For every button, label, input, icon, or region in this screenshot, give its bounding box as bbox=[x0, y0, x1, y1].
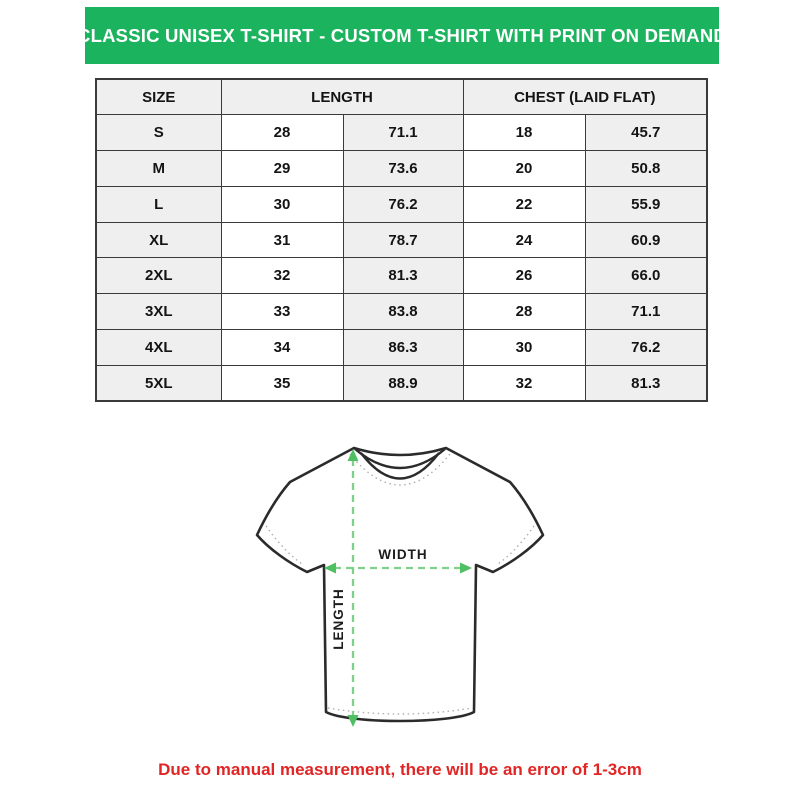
size-cell: L bbox=[96, 186, 221, 222]
chest-in-cell: 24 bbox=[463, 222, 585, 258]
length-in-cell: 33 bbox=[221, 294, 343, 330]
length-cm-cell: 78.7 bbox=[343, 222, 463, 258]
length-cm-cell: 76.2 bbox=[343, 186, 463, 222]
size-cell: 4XL bbox=[96, 330, 221, 366]
chest-in-cell: 28 bbox=[463, 294, 585, 330]
title-banner bbox=[77, 7, 727, 64]
length-in-cell: 28 bbox=[221, 115, 343, 151]
width-label: WIDTH bbox=[378, 547, 428, 562]
length-cm-cell: 86.3 bbox=[343, 330, 463, 366]
size-cell: 2XL bbox=[96, 258, 221, 294]
length-in-cell: 30 bbox=[221, 186, 343, 222]
table-row bbox=[96, 330, 707, 366]
length-cm-cell: 71.1 bbox=[343, 115, 463, 151]
length-cm-cell: 88.9 bbox=[343, 365, 463, 401]
length-arrow-head-bottom bbox=[348, 715, 359, 727]
length-cm-cell: 73.6 bbox=[343, 151, 463, 187]
length-in-cell: 34 bbox=[221, 330, 343, 366]
length-cm-cell: 83.8 bbox=[343, 294, 463, 330]
table-row bbox=[96, 365, 707, 401]
chest-cm-cell: 71.1 bbox=[585, 294, 707, 330]
length-cm-cell: 81.3 bbox=[343, 258, 463, 294]
column-header-chest: CHEST (LAID FLAT) bbox=[463, 79, 707, 115]
chest-cm-cell: 76.2 bbox=[585, 330, 707, 366]
table-row bbox=[96, 186, 707, 222]
size-cell: 3XL bbox=[96, 294, 221, 330]
chest-in-cell: 32 bbox=[463, 365, 585, 401]
length-label: LENGTH bbox=[331, 588, 346, 650]
size-cell: S bbox=[96, 115, 221, 151]
table-row bbox=[96, 115, 707, 151]
size-cell: 5XL bbox=[96, 365, 221, 401]
table-row bbox=[96, 294, 707, 330]
chest-in-cell: 22 bbox=[463, 186, 585, 222]
chest-in-cell: 20 bbox=[463, 151, 585, 187]
size-cell: XL bbox=[96, 222, 221, 258]
chest-in-cell: 18 bbox=[463, 115, 585, 151]
page-title: CLASSIC UNISEX T-SHIRT - CUSTOM T-SHIRT WITH PRINT ON DEMAND bbox=[77, 24, 727, 46]
length-in-cell: 32 bbox=[221, 258, 343, 294]
chest-cm-cell: 66.0 bbox=[585, 258, 707, 294]
size-chart-table bbox=[95, 78, 708, 402]
table-row bbox=[96, 222, 707, 258]
length-in-cell: 31 bbox=[221, 222, 343, 258]
column-header-length: LENGTH bbox=[221, 79, 463, 115]
chest-cm-cell: 45.7 bbox=[585, 115, 707, 151]
length-in-cell: 29 bbox=[221, 151, 343, 187]
chest-in-cell: 26 bbox=[463, 258, 585, 294]
chest-in-cell: 30 bbox=[463, 330, 585, 366]
chest-cm-cell: 60.9 bbox=[585, 222, 707, 258]
length-in-cell: 35 bbox=[221, 365, 343, 401]
chest-cm-cell: 55.9 bbox=[585, 186, 707, 222]
table-row bbox=[96, 151, 707, 187]
tshirt-outline bbox=[257, 448, 543, 721]
tshirt-measurement-diagram bbox=[240, 428, 560, 750]
column-header-size: SIZE bbox=[96, 79, 221, 115]
table-row bbox=[96, 258, 707, 294]
header-row bbox=[96, 79, 707, 115]
chest-cm-cell: 81.3 bbox=[585, 365, 707, 401]
chest-cm-cell: 50.8 bbox=[585, 151, 707, 187]
size-cell: M bbox=[96, 151, 221, 187]
measurement-disclaimer: Due to manual measurement, there will be an error of 1-3cm bbox=[158, 760, 642, 779]
